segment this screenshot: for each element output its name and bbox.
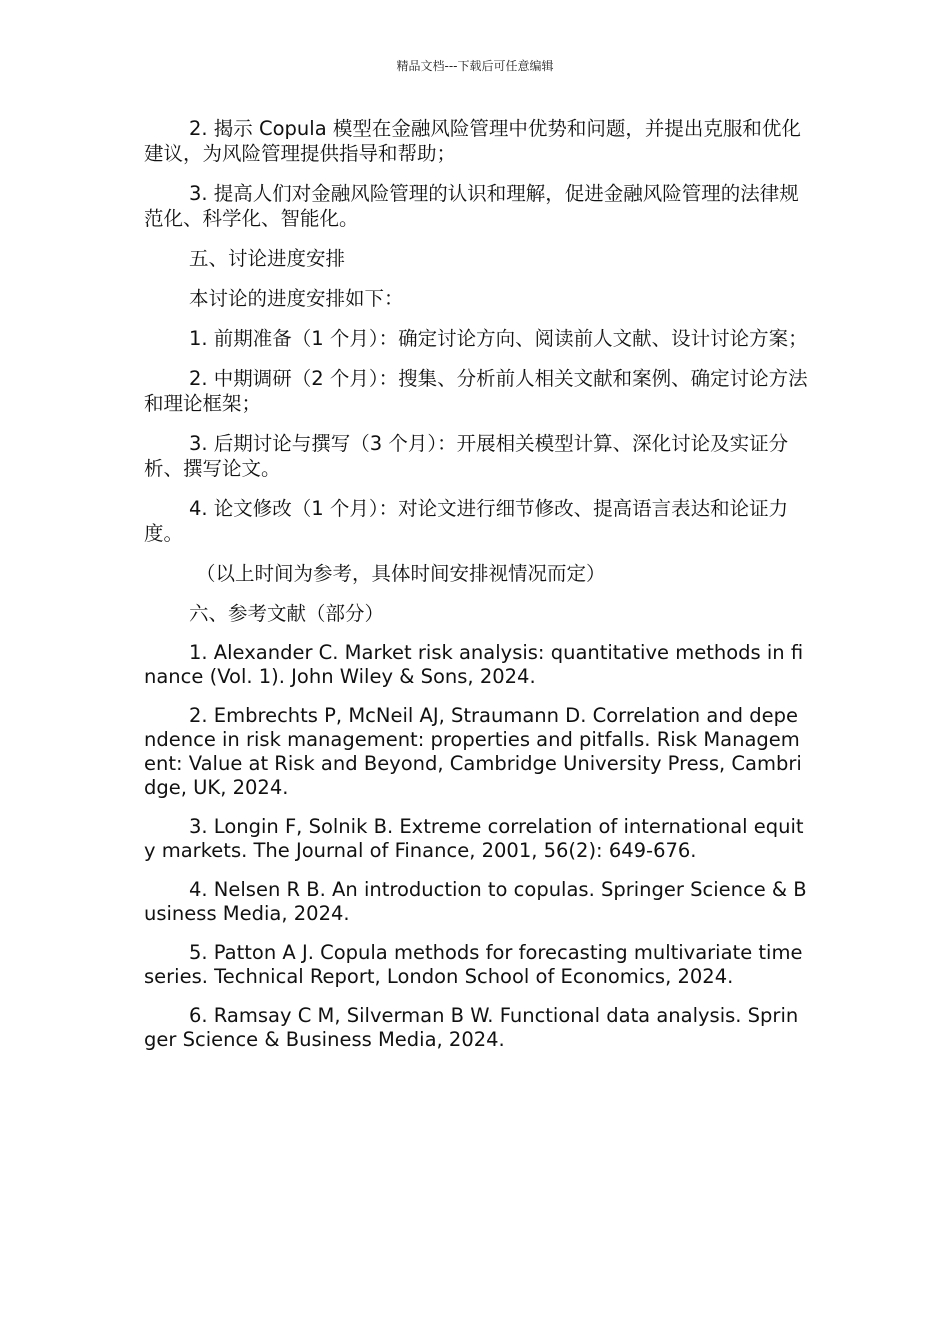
reference-item-2: 2. Embrechts P, McNeil AJ, Straumann D. Correlation and dependence in risk management: properties and pitfalls. Risk Management: Value at Risk and Beyond, Cambridge University Press, Cambridge, UK, 2024. [144,704,802,799]
schedule-item-3: 3. 后期讨论与撰写（3 个月）：开展相关模型计算、深化讨论及实证分析、撰写论文。 [144,432,789,480]
section-heading-schedule: 五、讨论进度安排 [189,247,346,270]
reference-item-1: 1. Alexander C. Market risk analysis: quantitative methods in finance (Vol. 1). John Wiley & Sons, 2024. [144,641,804,688]
reference-item-4: 4. Nelsen R B. An introduction to copulas. Springer Science & Business Media, 2024. [144,878,807,925]
goal-item-2: 2. 揭示 Copula 模型在金融风险管理中优势和问题，并提出克服和优化建议，为风险管理提供指导和帮助； [144,117,801,165]
schedule-note: （以上时间为参考，具体时间安排视情况而定） [196,562,606,585]
reference-item-3: 3. Longin F, Solnik B. Extreme correlation of international equity markets. The Journal of Finance, 2001, 56(2): 649-676. [144,815,804,862]
section-heading-references: 六、参考文献（部分） [189,602,385,625]
schedule-item-4: 4. 论文修改（1 个月）：对论文进行细节修改、提高语言表达和论证力度。 [144,497,789,545]
reference-item-6: 6. Ramsay C M, Silverman B W. Functional data analysis. Springer Science & Business Media, 2024. [144,1004,799,1051]
document-body [144,116,808,1052]
page-header: 精品文档---下载后可任意编辑 [396,59,554,73]
goal-item-3: 3. 提高人们对金融风险管理的认识和理解，促进金融风险管理的法律规范化、科学化、智能化。 [144,182,799,230]
schedule-intro: 本讨论的进度安排如下： [189,287,404,310]
schedule-item-1: 1. 前期准备（1 个月）：确定讨论方向、阅读前人文献、设计讨论方案； [189,327,808,350]
schedule-item-2: 2. 中期调研（2 个月）：搜集、分析前人相关文献和案例、确定讨论方法和理论框架； [144,367,808,415]
reference-item-5: 5. Patton A J. Copula methods for forecasting multivariate time series. Technical Report, London School of Economics, 2024. [144,941,803,988]
